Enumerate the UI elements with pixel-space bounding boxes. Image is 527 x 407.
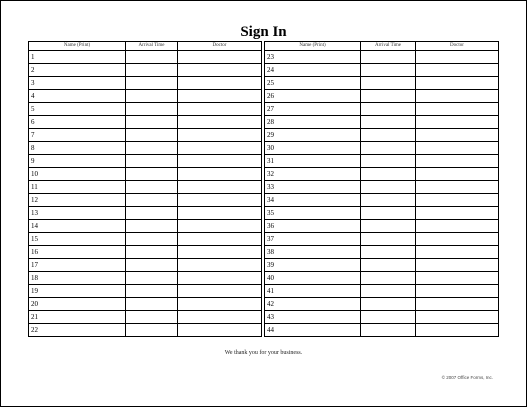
name-cell[interactable]: 19 bbox=[29, 285, 126, 298]
arrival-time-cell[interactable] bbox=[126, 298, 178, 311]
name-cell[interactable]: 13 bbox=[29, 207, 126, 220]
name-cell[interactable]: 8 bbox=[29, 142, 126, 155]
arrival-time-cell[interactable] bbox=[361, 168, 416, 181]
name-cell[interactable]: 11 bbox=[29, 181, 126, 194]
name-cell[interactable]: 7 bbox=[29, 129, 126, 142]
table-row bbox=[265, 311, 499, 324]
doctor-cell[interactable] bbox=[416, 324, 499, 337]
doctor-cell[interactable] bbox=[178, 194, 262, 207]
name-cell[interactable]: 1 bbox=[29, 51, 126, 64]
doctor-cell[interactable] bbox=[178, 285, 262, 298]
arrival-time-cell[interactable] bbox=[126, 51, 178, 64]
table-row bbox=[29, 194, 262, 207]
table-row bbox=[29, 155, 262, 168]
table-row bbox=[29, 311, 262, 324]
table-row bbox=[29, 64, 262, 77]
name-cell[interactable]: 42 bbox=[265, 298, 361, 311]
name-cell[interactable]: 38 bbox=[265, 246, 361, 259]
name-cell[interactable]: 30 bbox=[265, 142, 361, 155]
doctor-cell[interactable] bbox=[416, 51, 499, 64]
name-cell[interactable]: 20 bbox=[29, 298, 126, 311]
doctor-cell[interactable] bbox=[178, 298, 262, 311]
name-cell[interactable]: 15 bbox=[29, 233, 126, 246]
name-cell[interactable]: 16 bbox=[29, 246, 126, 259]
doctor-cell[interactable] bbox=[416, 207, 499, 220]
name-cell[interactable]: 33 bbox=[265, 181, 361, 194]
arrival-time-cell[interactable] bbox=[126, 246, 178, 259]
name-cell[interactable]: 17 bbox=[29, 259, 126, 272]
name-cell[interactable]: 29 bbox=[265, 129, 361, 142]
arrival-time-cell[interactable] bbox=[126, 324, 178, 337]
doctor-cell[interactable] bbox=[178, 246, 262, 259]
doctor-cell[interactable] bbox=[416, 181, 499, 194]
arrival-time-cell[interactable] bbox=[126, 168, 178, 181]
doctor-cell[interactable] bbox=[178, 51, 262, 64]
doctor-cell[interactable] bbox=[416, 116, 499, 129]
doctor-cell[interactable] bbox=[416, 129, 499, 142]
arrival-time-cell[interactable] bbox=[361, 116, 416, 129]
arrival-time-cell[interactable] bbox=[361, 285, 416, 298]
arrival-time-cell[interactable] bbox=[126, 220, 178, 233]
arrival-time-cell[interactable] bbox=[126, 181, 178, 194]
name-cell[interactable]: 27 bbox=[265, 103, 361, 116]
doctor-cell[interactable] bbox=[178, 259, 262, 272]
table-row bbox=[265, 168, 499, 181]
name-cell[interactable]: 18 bbox=[29, 272, 126, 285]
doctor-cell[interactable] bbox=[178, 272, 262, 285]
name-cell[interactable]: 32 bbox=[265, 168, 361, 181]
table-row bbox=[29, 272, 262, 285]
name-cell[interactable]: 34 bbox=[265, 194, 361, 207]
arrival-time-cell[interactable] bbox=[361, 233, 416, 246]
name-cell[interactable]: 44 bbox=[265, 324, 361, 337]
arrival-time-cell[interactable] bbox=[361, 142, 416, 155]
doctor-cell[interactable] bbox=[178, 181, 262, 194]
doctor-cell[interactable] bbox=[178, 103, 262, 116]
doctor-cell[interactable] bbox=[416, 155, 499, 168]
arrival-time-cell[interactable] bbox=[361, 64, 416, 77]
arrival-time-cell[interactable] bbox=[361, 181, 416, 194]
name-cell[interactable]: 12 bbox=[29, 194, 126, 207]
arrival-time-cell[interactable] bbox=[126, 259, 178, 272]
arrival-time-cell[interactable] bbox=[361, 103, 416, 116]
name-cell[interactable]: 9 bbox=[29, 155, 126, 168]
name-cell[interactable]: 6 bbox=[29, 116, 126, 129]
table-row bbox=[29, 220, 262, 233]
page-title: Sign In bbox=[240, 24, 287, 40]
name-cell[interactable]: 24 bbox=[265, 64, 361, 77]
table-row bbox=[265, 246, 499, 259]
left-sign-in-table bbox=[28, 41, 262, 337]
name-cell[interactable]: 22 bbox=[29, 324, 126, 337]
table-row bbox=[265, 116, 499, 129]
arrival-time-cell[interactable] bbox=[126, 311, 178, 324]
table-row bbox=[29, 90, 262, 103]
name-cell[interactable]: 5 bbox=[29, 103, 126, 116]
column-header-doctor: Doctor bbox=[178, 42, 262, 51]
table-row bbox=[265, 103, 499, 116]
name-cell[interactable]: 35 bbox=[265, 207, 361, 220]
doctor-cell[interactable] bbox=[416, 90, 499, 103]
table-row bbox=[29, 129, 262, 142]
doctor-cell[interactable] bbox=[178, 64, 262, 77]
doctor-cell[interactable] bbox=[178, 155, 262, 168]
arrival-time-cell[interactable] bbox=[361, 298, 416, 311]
name-cell[interactable]: 23 bbox=[265, 51, 361, 64]
doctor-cell[interactable] bbox=[416, 220, 499, 233]
doctor-cell[interactable] bbox=[178, 233, 262, 246]
doctor-cell[interactable] bbox=[416, 77, 499, 90]
arrival-time-cell[interactable] bbox=[361, 90, 416, 103]
table-row bbox=[265, 142, 499, 155]
table-row bbox=[29, 116, 262, 129]
table-row bbox=[29, 246, 262, 259]
copyright-notice: © 2007 Office Forms, Inc. bbox=[441, 375, 493, 380]
table-row bbox=[265, 77, 499, 90]
arrival-time-cell[interactable] bbox=[361, 51, 416, 64]
arrival-time-cell[interactable] bbox=[126, 272, 178, 285]
name-cell[interactable]: 4 bbox=[29, 90, 126, 103]
column-header-name: Name (Print) bbox=[29, 42, 126, 51]
doctor-cell[interactable] bbox=[416, 103, 499, 116]
doctor-cell[interactable] bbox=[416, 168, 499, 181]
doctor-cell[interactable] bbox=[178, 324, 262, 337]
name-cell[interactable]: 39 bbox=[265, 259, 361, 272]
right-sign-in-table bbox=[264, 41, 499, 337]
table-row bbox=[29, 142, 262, 155]
table-row bbox=[29, 259, 262, 272]
table-row bbox=[265, 272, 499, 285]
table-row bbox=[265, 181, 499, 194]
arrival-time-cell[interactable] bbox=[126, 194, 178, 207]
column-header-name: Name (Print) bbox=[265, 42, 361, 51]
doctor-cell[interactable] bbox=[416, 259, 499, 272]
arrival-time-cell[interactable] bbox=[126, 233, 178, 246]
arrival-time-cell[interactable] bbox=[361, 246, 416, 259]
arrival-time-cell[interactable] bbox=[361, 155, 416, 168]
name-cell[interactable]: 21 bbox=[29, 311, 126, 324]
table-row bbox=[265, 298, 499, 311]
name-cell[interactable]: 14 bbox=[29, 220, 126, 233]
arrival-time-cell[interactable] bbox=[361, 220, 416, 233]
arrival-time-cell[interactable] bbox=[126, 64, 178, 77]
doctor-cell[interactable] bbox=[416, 246, 499, 259]
table-row bbox=[29, 207, 262, 220]
column-header-arrival-time: Arrival Time bbox=[361, 42, 416, 51]
arrival-time-cell[interactable] bbox=[126, 142, 178, 155]
doctor-cell[interactable] bbox=[416, 298, 499, 311]
arrival-time-cell[interactable] bbox=[361, 311, 416, 324]
table-row bbox=[265, 64, 499, 77]
name-cell[interactable]: 37 bbox=[265, 233, 361, 246]
doctor-cell[interactable] bbox=[416, 272, 499, 285]
doctor-cell[interactable] bbox=[416, 142, 499, 155]
arrival-time-cell[interactable] bbox=[361, 207, 416, 220]
table-row bbox=[265, 194, 499, 207]
table-row bbox=[265, 207, 499, 220]
table-row bbox=[29, 168, 262, 181]
table-row bbox=[265, 51, 499, 64]
arrival-time-cell[interactable] bbox=[126, 90, 178, 103]
table-row bbox=[265, 129, 499, 142]
table-row bbox=[265, 233, 499, 246]
table-row bbox=[29, 233, 262, 246]
name-cell[interactable]: 43 bbox=[265, 311, 361, 324]
name-cell[interactable]: 26 bbox=[265, 90, 361, 103]
name-cell[interactable]: 10 bbox=[29, 168, 126, 181]
doctor-cell[interactable] bbox=[178, 116, 262, 129]
arrival-time-cell[interactable] bbox=[361, 259, 416, 272]
doctor-cell[interactable] bbox=[178, 77, 262, 90]
table-row bbox=[29, 51, 262, 64]
arrival-time-cell[interactable] bbox=[126, 103, 178, 116]
name-cell[interactable]: 41 bbox=[265, 285, 361, 298]
name-cell[interactable]: 36 bbox=[265, 220, 361, 233]
arrival-time-cell[interactable] bbox=[126, 129, 178, 142]
table-row bbox=[265, 155, 499, 168]
arrival-time-cell[interactable] bbox=[126, 77, 178, 90]
table-row bbox=[29, 298, 262, 311]
doctor-cell[interactable] bbox=[416, 64, 499, 77]
table-row bbox=[265, 324, 499, 337]
doctor-cell[interactable] bbox=[178, 311, 262, 324]
arrival-time-cell[interactable] bbox=[361, 129, 416, 142]
doctor-cell[interactable] bbox=[416, 285, 499, 298]
column-header-arrival-time: Arrival Time bbox=[126, 42, 178, 51]
doctor-cell[interactable] bbox=[178, 129, 262, 142]
table-row bbox=[29, 285, 262, 298]
table-row bbox=[29, 77, 262, 90]
doctor-cell[interactable] bbox=[178, 142, 262, 155]
arrival-time-cell[interactable] bbox=[361, 324, 416, 337]
table-row bbox=[29, 181, 262, 194]
doctor-cell[interactable] bbox=[416, 233, 499, 246]
table-row bbox=[265, 285, 499, 298]
doctor-cell[interactable] bbox=[178, 207, 262, 220]
arrival-time-cell[interactable] bbox=[126, 207, 178, 220]
doctor-cell[interactable] bbox=[178, 90, 262, 103]
doctor-cell[interactable] bbox=[178, 220, 262, 233]
name-cell[interactable]: 31 bbox=[265, 155, 361, 168]
name-cell[interactable]: 40 bbox=[265, 272, 361, 285]
doctor-cell[interactable] bbox=[178, 168, 262, 181]
table-row bbox=[265, 220, 499, 233]
name-cell[interactable]: 3 bbox=[29, 77, 126, 90]
arrival-time-cell[interactable] bbox=[361, 272, 416, 285]
table-row bbox=[29, 103, 262, 116]
table-row bbox=[265, 90, 499, 103]
arrival-time-cell[interactable] bbox=[126, 155, 178, 168]
name-cell[interactable]: 2 bbox=[29, 64, 126, 77]
table-row bbox=[29, 324, 262, 337]
doctor-cell[interactable] bbox=[416, 311, 499, 324]
doctor-cell[interactable] bbox=[416, 194, 499, 207]
table-row bbox=[265, 259, 499, 272]
name-cell[interactable]: 25 bbox=[265, 77, 361, 90]
column-header-doctor: Doctor bbox=[416, 42, 499, 51]
footer-message: We thank you for your business. bbox=[224, 350, 303, 356]
arrival-time-cell[interactable] bbox=[361, 77, 416, 90]
arrival-time-cell[interactable] bbox=[361, 194, 416, 207]
arrival-time-cell[interactable] bbox=[126, 285, 178, 298]
name-cell[interactable]: 28 bbox=[265, 116, 361, 129]
arrival-time-cell[interactable] bbox=[126, 116, 178, 129]
